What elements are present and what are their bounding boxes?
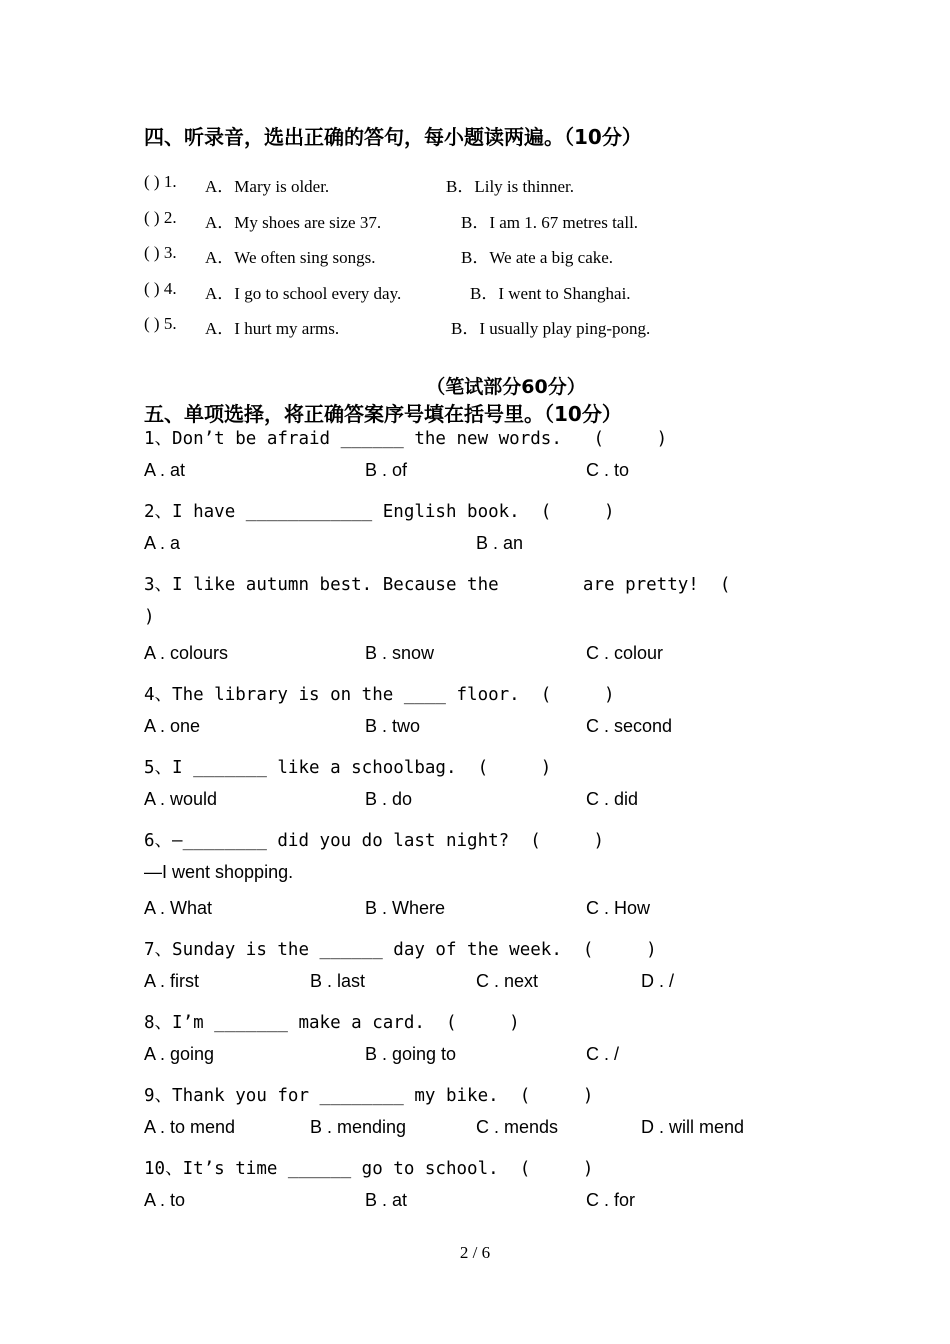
option: B . do <box>365 789 413 809</box>
option: A . would <box>144 789 218 809</box>
page-number: 2 / 6 <box>459 1243 491 1262</box>
option: B . of <box>365 460 408 480</box>
option: C . second <box>586 716 673 736</box>
option-a: A．Mary is older. <box>205 177 330 196</box>
question-6: 6、—________ did you do last night? ( ) <box>144 831 605 851</box>
option: C . / <box>586 1044 620 1064</box>
answer-blank: ( ) 3. <box>144 243 177 262</box>
question-7: 7、Sunday is the ______ day of the week. ( ) <box>144 940 657 960</box>
option: B . at <box>365 1190 408 1210</box>
question-9: 9、Thank you for ________ my bike. ( ) <box>144 1086 594 1106</box>
option-a: A．I go to school every day. <box>205 284 402 303</box>
option-b: B．I went to Shanghai. <box>470 284 631 303</box>
question-4: 4、The library is on the ____ floor. ( ) <box>144 685 615 705</box>
option-b: B．I usually play ping-pong. <box>451 319 651 338</box>
question-5: 5、I _______ like a schoolbag. ( ) <box>144 758 552 778</box>
option-b: B．Lily is thinner. <box>446 177 574 196</box>
option-a: A．My shoes are size 37. <box>205 213 382 232</box>
option: C . for <box>586 1190 636 1210</box>
question-10: 10、It’s time ______ go to school. ( ) <box>144 1159 594 1179</box>
option-b: B．I am 1. 67 metres tall. <box>461 213 639 232</box>
option: C . did <box>586 789 639 809</box>
option: C . colour <box>586 643 664 663</box>
question-1: 1、Don’t be afraid ______ the new words. ( ) <box>144 429 668 449</box>
option: C . next <box>476 971 539 991</box>
option: A . at <box>144 460 186 480</box>
question-8: 8、I’m _______ make a card. ( ) <box>144 1013 520 1033</box>
answer-blank: ( ) 1. <box>144 172 177 191</box>
option: A . a <box>144 533 181 553</box>
option: A . to mend <box>144 1117 236 1137</box>
option: A . What <box>144 898 213 918</box>
question-2: 2、I have ____________ English book. ( ) <box>144 502 615 522</box>
answer-blank: ( ) 4. <box>144 279 177 298</box>
option: A . one <box>144 716 201 736</box>
option: B . Where <box>365 898 446 918</box>
answer-blank: ( ) 5. <box>144 314 177 333</box>
question-3-continued: ) <box>144 607 155 627</box>
option: C . mends <box>476 1117 559 1137</box>
answer-blank: ( ) 2. <box>144 208 177 227</box>
section5-title: 五、单项选择，将正确答案序号填在括号里。（10分） <box>144 402 622 426</box>
option: B . mending <box>310 1117 407 1137</box>
option: A . to <box>144 1190 186 1210</box>
dialogue-answer: —I went shopping. <box>144 862 294 882</box>
option: D . / <box>641 971 675 991</box>
option: A . going <box>144 1044 215 1064</box>
option: C . to <box>586 460 630 480</box>
option: A . colours <box>144 643 229 663</box>
written-part-title: （笔试部分60分） <box>426 376 586 398</box>
option: D . will mend <box>641 1117 745 1137</box>
option: C . How <box>586 898 651 918</box>
option-b: B．We ate a big cake. <box>461 248 614 267</box>
option: B . snow <box>365 643 435 663</box>
option-a: A．I hurt my arms. <box>205 319 340 338</box>
option-a: A．We often sing songs. <box>205 248 376 267</box>
question-3: 3、I like autumn best. Because the are pretty! ( <box>144 575 731 595</box>
option: B . going to <box>365 1044 457 1064</box>
option: B . two <box>365 716 421 736</box>
section4-title: 四、听录音，选出正确的答句，每小题读两遍。（10分） <box>144 125 642 149</box>
option: B . last <box>310 971 366 991</box>
option: A . first <box>144 971 200 991</box>
option: B . an <box>476 533 524 553</box>
